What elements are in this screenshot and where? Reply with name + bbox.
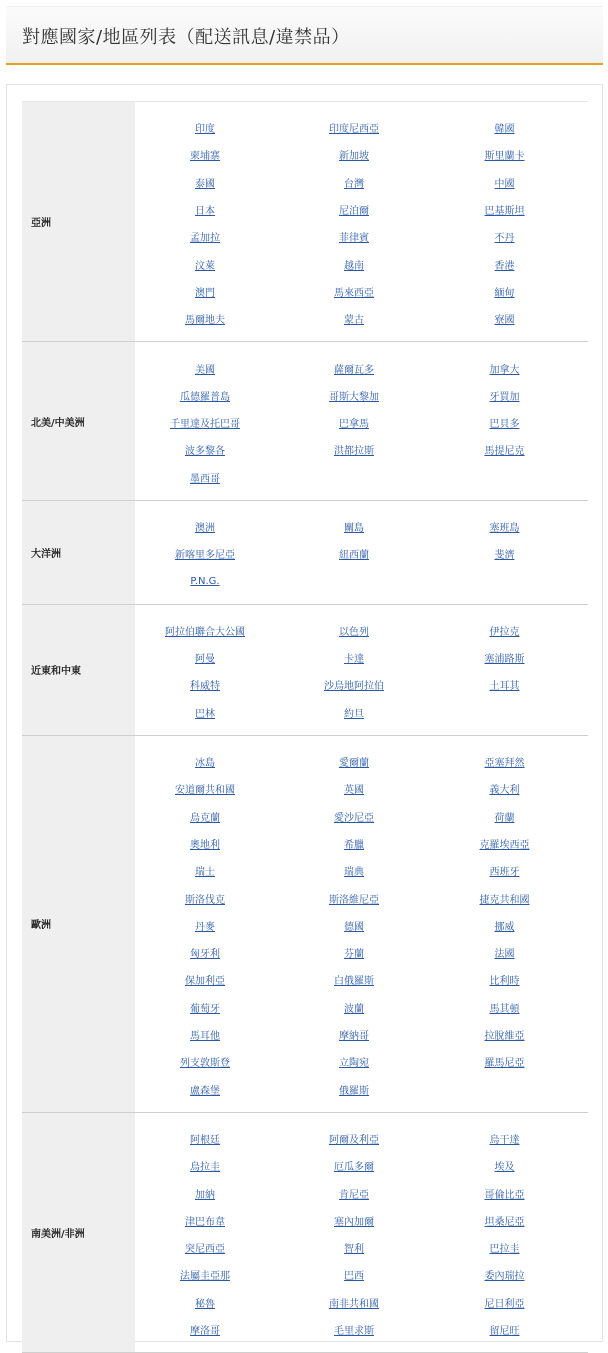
country-cell [135, 361, 275, 376]
country-cell [433, 202, 576, 217]
country-cell [275, 257, 433, 272]
country-cell [275, 754, 433, 769]
country-link[interactable]: 秘魯 [195, 1298, 215, 1310]
country-cell [135, 623, 275, 638]
region-label: 南美洲/非洲 [22, 1113, 135, 1352]
country-link[interactable]: 毛里求斯 [334, 1326, 374, 1338]
country-link[interactable]: 西班牙 [489, 867, 520, 879]
country-link[interactable]: 阿爾及利亞 [329, 1134, 379, 1146]
country-link[interactable]: 墨西哥 [190, 473, 220, 485]
country-row [135, 540, 588, 567]
country-grid [135, 342, 588, 499]
country-row [135, 994, 588, 1021]
country-link[interactable]: 冰島 [195, 758, 215, 770]
region-label: 北美/中美洲 [22, 342, 135, 499]
country-row [135, 1021, 588, 1048]
region-row [22, 342, 588, 500]
country-row [135, 305, 588, 332]
country-cell [275, 284, 433, 299]
country-row [135, 1076, 588, 1103]
country-cell [135, 1027, 275, 1042]
country-cell [135, 284, 275, 299]
country-link[interactable]: 印度尼西亞 [329, 124, 379, 136]
country-cell [275, 705, 433, 720]
country-cell [275, 229, 433, 244]
country-link[interactable]: 波蘭 [344, 1003, 364, 1015]
country-cell [433, 781, 576, 796]
country-cell [135, 781, 275, 796]
country-row [135, 748, 588, 775]
country-link[interactable]: 泰國 [195, 178, 215, 190]
country-link[interactable]: 塞內加爾 [334, 1216, 374, 1228]
country-cell [135, 945, 275, 960]
country-link[interactable]: 以色列 [339, 626, 369, 638]
country-link[interactable]: 寮國 [494, 315, 515, 327]
country-cell [275, 1158, 433, 1173]
country-cell [275, 361, 433, 376]
country-cell [275, 442, 433, 457]
country-cell [433, 257, 576, 272]
country-link[interactable]: 拉脫維亞 [484, 1031, 525, 1043]
region-row [22, 605, 588, 736]
country-link[interactable]: 塞浦路斯 [484, 654, 525, 666]
country-link[interactable]: 南非共和國 [329, 1298, 379, 1310]
country-link[interactable]: 斯洛維尼亞 [329, 894, 379, 906]
country-cell [275, 415, 433, 430]
country-link[interactable]: 愛爾蘭 [339, 758, 369, 770]
country-link[interactable]: 牙買加 [489, 391, 520, 403]
country-cell [275, 1295, 433, 1310]
region-row [22, 736, 588, 1113]
country-link[interactable]: 坦桑尼亞 [484, 1216, 525, 1228]
country-link[interactable]: 巴拿馬 [339, 419, 369, 431]
country-cell [275, 1054, 433, 1069]
country-link[interactable]: 匈牙利 [190, 949, 220, 961]
country-row [135, 1316, 588, 1343]
country-cell [275, 175, 433, 190]
country-link[interactable]: 關島 [344, 523, 364, 534]
country-cell [135, 1000, 275, 1015]
country-row [135, 567, 588, 594]
country-cell [275, 202, 433, 217]
country-row [135, 1152, 588, 1179]
country-cell [433, 863, 576, 878]
country-cell [433, 388, 576, 403]
country-link[interactable]: 俄羅斯 [339, 1085, 369, 1097]
country-cell [135, 576, 275, 587]
country-link[interactable]: 馬來西亞 [334, 287, 374, 299]
country-link[interactable]: 台灣 [344, 178, 364, 190]
region-label: 大洋洲 [22, 501, 135, 604]
country-cell [135, 1322, 275, 1337]
country-cell [135, 546, 275, 561]
country-cell [135, 972, 275, 987]
country-cell [275, 945, 433, 960]
country-grid [135, 605, 588, 735]
country-cell [433, 1000, 576, 1015]
country-cell [135, 705, 275, 720]
country-link[interactable]: 阿根廷 [190, 1134, 220, 1146]
country-cell [275, 677, 433, 692]
region-label: 近東和中東 [22, 605, 135, 735]
country-link[interactable]: 柬埔寨 [190, 151, 220, 163]
country-link[interactable]: 義大利 [489, 785, 520, 797]
country-cell [275, 1322, 433, 1337]
country-link[interactable]: 突尼西亞 [185, 1244, 225, 1256]
country-link[interactable]: 尼日利亞 [484, 1298, 525, 1310]
country-cell [135, 1213, 275, 1228]
country-cell [135, 754, 275, 769]
country-link[interactable]: 保加利亞 [185, 976, 225, 988]
region-row [22, 1113, 588, 1353]
country-cell [275, 120, 433, 135]
country-cell [433, 972, 576, 987]
country-link[interactable]: 立陶宛 [339, 1058, 369, 1070]
country-link[interactable]: 馬爾地夫 [185, 315, 225, 327]
country-link[interactable]: 德國 [344, 921, 364, 933]
country-link[interactable]: 捷克共和國 [479, 894, 530, 906]
country-cell [275, 1082, 433, 1097]
country-link[interactable]: 亞塞拜然 [484, 758, 525, 770]
country-row [135, 884, 588, 911]
country-cell [275, 972, 433, 987]
country-cell [275, 147, 433, 162]
country-row [135, 513, 588, 540]
country-cell [433, 1322, 576, 1337]
country-link[interactable]: 孟加拉 [190, 233, 220, 245]
country-row [135, 1179, 588, 1206]
country-cell [135, 891, 275, 906]
country-link[interactable]: 緬甸 [494, 287, 515, 299]
country-cell [135, 650, 275, 665]
country-cell [275, 1267, 433, 1282]
region-row [22, 501, 588, 605]
country-link[interactable]: 尼泊爾 [339, 206, 369, 218]
country-link[interactable]: 菲律賓 [339, 233, 369, 245]
country-link[interactable]: 瓜德羅普島 [180, 391, 230, 403]
country-cell [433, 1267, 576, 1282]
country-cell [135, 1240, 275, 1255]
country-link[interactable]: 法屬圭亞那 [180, 1271, 230, 1283]
country-row [135, 1207, 588, 1234]
country-link[interactable]: 厄瓜多爾 [334, 1162, 374, 1174]
country-link[interactable]: 英國 [344, 785, 364, 797]
country-link[interactable]: 摩洛哥 [190, 1326, 220, 1338]
country-link[interactable]: 烏拉圭 [190, 1162, 220, 1174]
country-link[interactable]: 奧地利 [190, 839, 220, 851]
country-link[interactable]: 美國 [195, 364, 215, 376]
country-cell [433, 311, 576, 326]
country-link[interactable]: 卡達 [344, 654, 364, 666]
country-cell [275, 311, 433, 326]
country-cell [433, 546, 576, 561]
country-row [135, 1048, 588, 1075]
country-cell [135, 202, 275, 217]
country-cell [275, 1240, 433, 1255]
country-cell [135, 677, 275, 692]
country-cell [275, 891, 433, 906]
country-cell [433, 1295, 576, 1310]
country-row [135, 436, 588, 463]
country-link[interactable]: 約旦 [344, 708, 364, 720]
country-link[interactable]: 挪威 [494, 921, 515, 933]
country-link[interactable]: 波多黎各 [185, 446, 225, 458]
country-row [135, 644, 588, 671]
country-link[interactable]: 智利 [344, 1244, 364, 1256]
country-link[interactable]: 列支敦斯登 [180, 1058, 230, 1070]
country-link[interactable]: 斯洛伐克 [185, 894, 225, 906]
country-cell [433, 147, 576, 162]
country-row [135, 250, 588, 277]
country-link[interactable]: 阿拉伯聯合大公國 [165, 626, 245, 638]
country-cell [433, 1186, 576, 1201]
country-link[interactable]: 希臘 [344, 839, 364, 851]
country-link[interactable]: 澳洲 [195, 523, 215, 534]
country-grid [135, 1113, 588, 1352]
country-link[interactable]: 巴基斯坦 [484, 206, 525, 218]
country-link[interactable]: 日本 [195, 206, 215, 218]
country-row [135, 830, 588, 857]
country-cell [433, 175, 576, 190]
country-link[interactable]: 摩納哥 [339, 1031, 369, 1043]
country-link[interactable]: 法國 [494, 949, 515, 961]
country-row [135, 803, 588, 830]
country-link[interactable]: 馬其頓 [489, 1003, 520, 1015]
country-row [135, 464, 588, 491]
country-cell [135, 1186, 275, 1201]
country-cell [433, 677, 576, 692]
country-link[interactable]: 斐濟 [494, 550, 515, 562]
country-cell [135, 1082, 275, 1097]
country-cell [275, 546, 433, 561]
country-row [135, 1234, 588, 1261]
country-link[interactable]: 洪都拉斯 [334, 446, 374, 458]
country-cell [135, 229, 275, 244]
country-cell [275, 918, 433, 933]
country-link[interactable]: 韓國 [494, 124, 515, 136]
country-row [135, 912, 588, 939]
country-link[interactable]: 愛沙尼亞 [334, 812, 374, 824]
country-list-panel [6, 84, 603, 1342]
country-row [135, 617, 588, 644]
country-link[interactable]: 葡萄牙 [190, 1003, 220, 1015]
country-link[interactable]: 克羅埃西亞 [479, 839, 530, 851]
country-cell [275, 1000, 433, 1015]
country-cell [433, 754, 576, 769]
country-cell [433, 361, 576, 376]
country-cell [135, 1054, 275, 1069]
country-link[interactable]: 烏克蘭 [190, 812, 220, 824]
country-row [135, 1289, 588, 1316]
country-link[interactable]: 斯里蘭卡 [484, 151, 525, 163]
country-cell [275, 781, 433, 796]
country-cell [433, 519, 576, 534]
country-cell [135, 836, 275, 851]
country-link[interactable]: 安道爾共和國 [175, 785, 235, 797]
country-row [135, 223, 588, 250]
country-cell [433, 945, 576, 960]
country-link[interactable]: 塞班島 [489, 523, 520, 534]
country-link[interactable]: 巴貝多 [489, 419, 520, 431]
country-link[interactable]: 巴西 [344, 1271, 364, 1283]
country-row [135, 196, 588, 223]
country-cell [433, 809, 576, 824]
country-cell [433, 442, 576, 457]
country-link[interactable]: 新喀里多尼亞 [175, 550, 235, 562]
country-row [135, 409, 588, 436]
country-cell [275, 623, 433, 638]
country-link[interactable]: 委內瑞拉 [484, 1271, 525, 1283]
country-row [135, 114, 588, 141]
country-link[interactable]: 丹麥 [195, 921, 215, 933]
country-row [135, 1125, 588, 1152]
country-cell [433, 1213, 576, 1228]
country-cell [135, 863, 275, 878]
country-cell [433, 1131, 576, 1146]
country-cell [275, 1027, 433, 1042]
country-cell [275, 1186, 433, 1201]
country-link[interactable]: 香港 [494, 260, 515, 272]
country-link[interactable]: 印度 [195, 124, 215, 136]
country-cell [135, 147, 275, 162]
country-cell [433, 1158, 576, 1173]
country-cell [275, 1131, 433, 1146]
country-link[interactable]: 盧森堡 [190, 1085, 220, 1097]
country-cell [275, 836, 433, 851]
country-link[interactable]: 汶萊 [195, 260, 215, 272]
country-link[interactable]: 新加坡 [339, 151, 369, 163]
country-row [135, 939, 588, 966]
country-link[interactable]: 瑞典 [344, 867, 364, 879]
country-link[interactable]: 肯尼亞 [339, 1189, 369, 1201]
country-cell [433, 650, 576, 665]
country-link[interactable]: 芬蘭 [344, 949, 364, 961]
region-row [22, 102, 588, 342]
country-link[interactable]: 瑞士 [195, 867, 215, 879]
country-cell [135, 1158, 275, 1173]
country-link[interactable]: 中國 [494, 178, 515, 190]
country-cell [433, 918, 576, 933]
country-cell [433, 891, 576, 906]
country-link[interactable]: 不丹 [494, 233, 515, 245]
country-link[interactable]: 伊拉克 [489, 626, 520, 638]
country-grid [135, 736, 588, 1112]
country-cell [135, 442, 275, 457]
country-cell [135, 311, 275, 326]
country-cell [135, 388, 275, 403]
page-title: 對應國家/地區列表（配送訊息/違禁品） [22, 27, 350, 48]
country-grid [135, 501, 588, 604]
country-cell [275, 863, 433, 878]
country-link[interactable]: 千里達及托巴哥 [170, 419, 240, 431]
country-row [135, 775, 588, 802]
country-link[interactable]: 埃及 [494, 1162, 515, 1174]
region-label: 亞洲 [22, 102, 135, 341]
country-cell [275, 1213, 433, 1228]
country-row [135, 278, 588, 305]
country-row [135, 699, 588, 726]
country-cell [433, 836, 576, 851]
country-cell [135, 1295, 275, 1310]
country-cell [135, 175, 275, 190]
country-link[interactable]: P.N.G. [190, 575, 220, 587]
country-link[interactable]: 薩爾瓦多 [334, 364, 374, 376]
country-cell [135, 1267, 275, 1282]
country-cell [135, 415, 275, 430]
country-link[interactable]: 馬提尼克 [484, 446, 525, 458]
country-link[interactable]: 羅馬尼亞 [484, 1058, 525, 1070]
country-link[interactable]: 蒙古 [344, 315, 364, 327]
country-cell [135, 470, 275, 485]
region-label: 歐洲 [22, 736, 135, 1112]
country-link[interactable]: 沙烏地阿拉伯 [324, 681, 384, 693]
country-link[interactable]: 烏干達 [489, 1134, 520, 1146]
country-cell [433, 1027, 576, 1042]
country-cell [275, 809, 433, 824]
country-row [135, 141, 588, 168]
country-cell [275, 519, 433, 534]
country-row [135, 169, 588, 196]
country-link[interactable]: 巴林 [195, 708, 215, 720]
country-row [135, 382, 588, 409]
country-cell [433, 120, 576, 135]
country-link[interactable]: 加拿大 [489, 364, 520, 376]
country-link[interactable]: 加納 [195, 1189, 215, 1201]
country-row [135, 966, 588, 993]
country-row [135, 1261, 588, 1288]
country-link[interactable]: 哥倫比亞 [484, 1189, 525, 1201]
country-link[interactable]: 澳門 [195, 287, 215, 299]
country-cell [275, 388, 433, 403]
country-link[interactable]: 土耳其 [489, 681, 520, 693]
country-cell [433, 1054, 576, 1069]
country-cell [433, 623, 576, 638]
country-link[interactable]: 越南 [344, 260, 364, 272]
region-table [22, 101, 588, 1353]
country-link[interactable]: 科威特 [190, 681, 220, 693]
country-cell [275, 650, 433, 665]
country-cell [433, 1240, 576, 1255]
country-row [135, 354, 588, 381]
country-link[interactable]: 紐西蘭 [339, 550, 369, 562]
country-link[interactable]: 留尼旺 [489, 1326, 520, 1338]
country-cell [135, 257, 275, 272]
country-row [135, 857, 588, 884]
country-row [135, 671, 588, 698]
country-cell [433, 284, 576, 299]
country-link[interactable]: 比利時 [489, 976, 520, 988]
country-link[interactable]: 白俄羅斯 [334, 976, 374, 988]
country-link[interactable]: 巴拉圭 [489, 1244, 520, 1256]
country-cell [433, 229, 576, 244]
country-link[interactable]: 津巴布韋 [185, 1216, 225, 1228]
country-cell [135, 1131, 275, 1146]
page-header [6, 6, 603, 65]
country-grid [135, 102, 588, 341]
country-link[interactable]: 馬耳他 [190, 1031, 220, 1043]
country-cell [135, 519, 275, 534]
country-link[interactable]: 阿曼 [195, 654, 215, 666]
country-cell [135, 809, 275, 824]
country-cell [135, 918, 275, 933]
country-cell [135, 120, 275, 135]
country-link[interactable]: 哥斯大黎加 [329, 391, 379, 403]
country-link[interactable]: 荷蘭 [494, 812, 515, 824]
country-cell [433, 415, 576, 430]
